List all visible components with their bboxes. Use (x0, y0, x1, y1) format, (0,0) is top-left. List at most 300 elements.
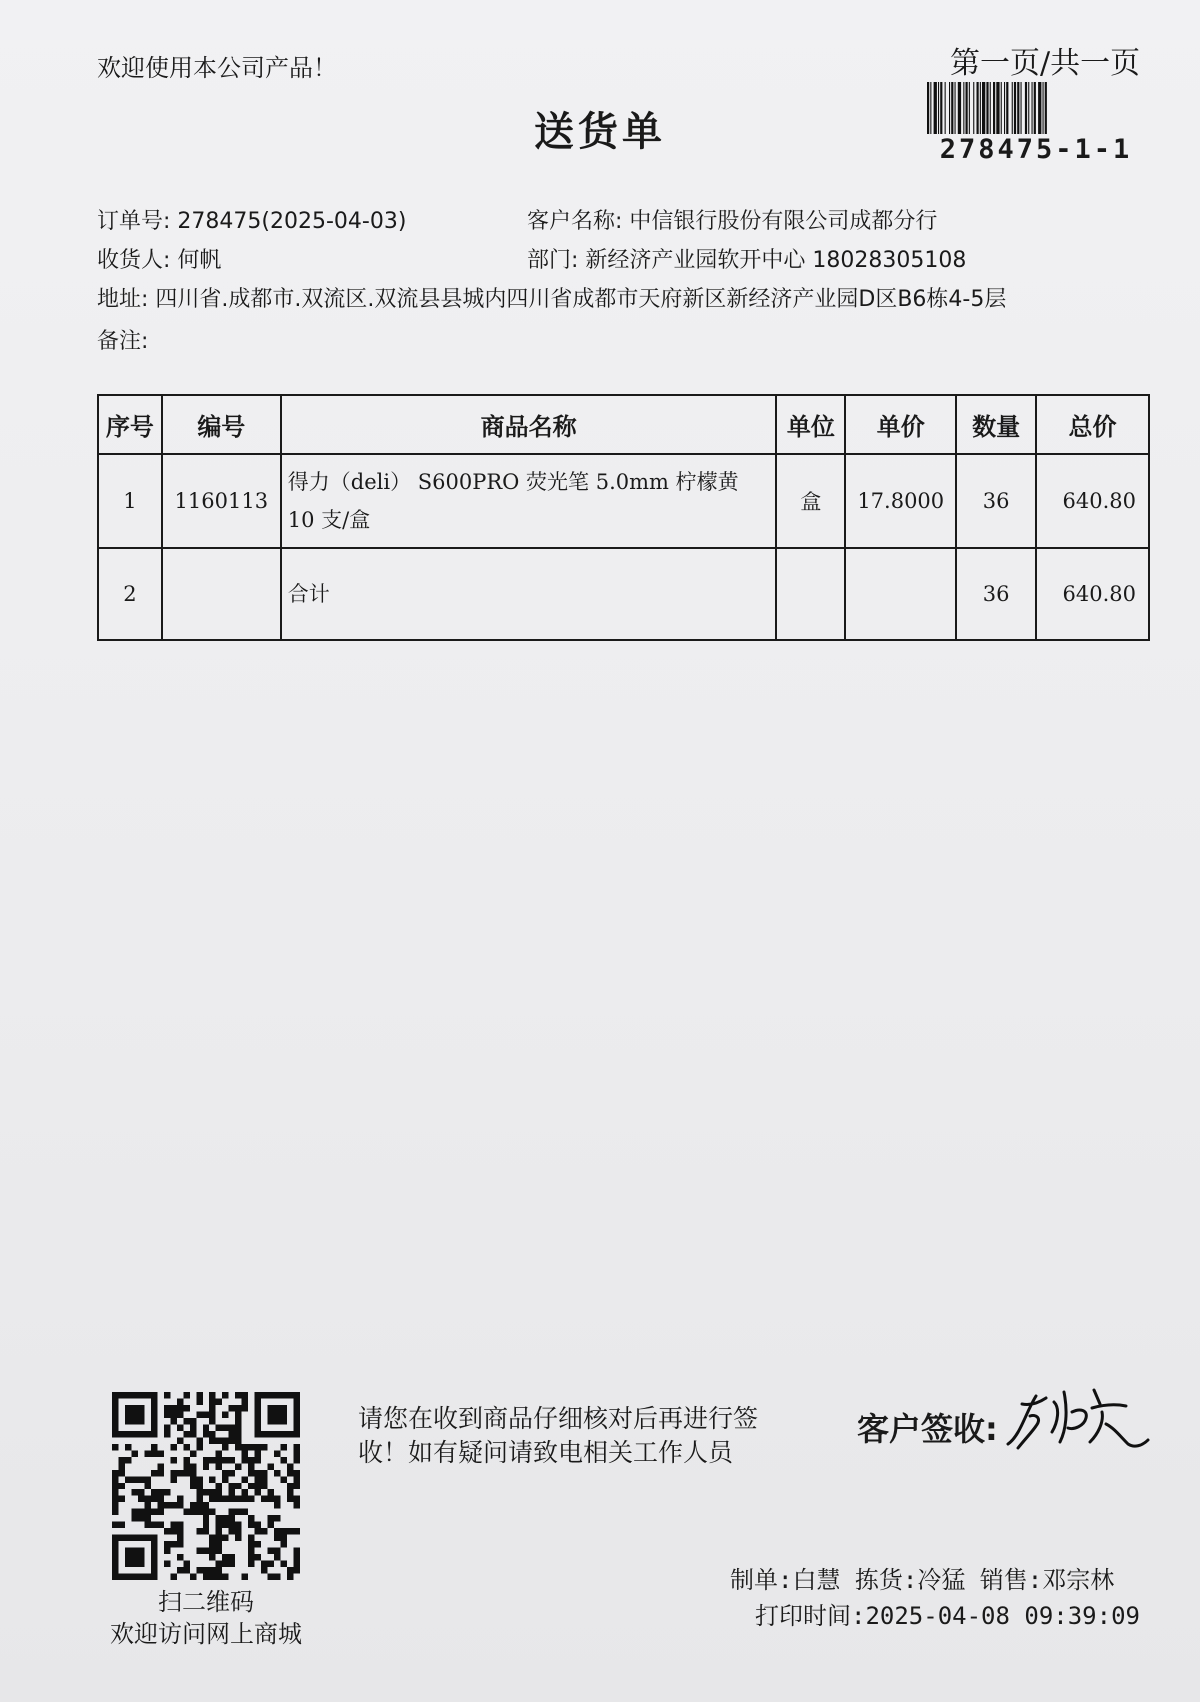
qr-module (209, 1541, 215, 1547)
qr-module (190, 1418, 196, 1424)
qr-module (255, 1483, 261, 1489)
receiver-label: 收货人: (97, 248, 171, 273)
qr-module (248, 1515, 254, 1521)
cell-unit: 盒 (776, 454, 845, 548)
qr-module (268, 1411, 274, 1417)
qr-module (255, 1444, 261, 1450)
qr-module (281, 1411, 287, 1417)
qr-module (144, 1450, 150, 1456)
qr-module (235, 1483, 241, 1489)
qr-module (294, 1476, 300, 1482)
cell-product-name: 合计 (281, 548, 777, 640)
qr-module (229, 1554, 235, 1560)
qr-module (183, 1405, 189, 1411)
qr-module (112, 1574, 118, 1580)
qr-module (281, 1405, 287, 1411)
qr-module (190, 1450, 196, 1456)
qr-module (209, 1489, 215, 1495)
qr-module (203, 1548, 209, 1554)
qr-module (118, 1483, 124, 1489)
qr-module (170, 1574, 176, 1580)
cell-unit-price: 17.8000 (845, 454, 956, 548)
qr-module (274, 1496, 280, 1502)
qr-module (112, 1424, 118, 1430)
handwritten-signature (1002, 1382, 1152, 1454)
qr-module (196, 1476, 202, 1482)
qr-module (138, 1431, 144, 1437)
receiver-value: 何帆 (177, 248, 222, 273)
qr-module (261, 1470, 267, 1476)
qr-module (261, 1483, 267, 1489)
qr-module (235, 1528, 241, 1534)
signing-notice: 请您在收到商品仔细核对后再进行签收！如有疑问请致电相关工作人员 (358, 1404, 759, 1467)
qr-module (164, 1541, 170, 1547)
qr-module (255, 1411, 261, 1417)
qr-module (294, 1457, 300, 1463)
cell-seq: 1 (98, 454, 162, 548)
qr-module (281, 1535, 287, 1541)
qr-module (203, 1515, 209, 1521)
qr-module (203, 1431, 209, 1437)
qr-module (151, 1496, 157, 1502)
qr-module (138, 1496, 144, 1502)
qr-module (157, 1470, 163, 1476)
qr-module (138, 1535, 144, 1541)
qr-module (203, 1567, 209, 1573)
qr-module (131, 1476, 137, 1482)
qr-module (274, 1418, 280, 1424)
qr-module (216, 1398, 222, 1404)
qr-module (216, 1424, 222, 1430)
qr-module (170, 1418, 176, 1424)
qr-module (222, 1470, 228, 1476)
qr-module (222, 1424, 228, 1430)
qr-module (209, 1496, 215, 1502)
order-number-label: 订单号: (97, 209, 171, 234)
qr-module (216, 1437, 222, 1443)
qr-module (118, 1470, 124, 1476)
cell-seq: 2 (98, 548, 162, 640)
qr-module (209, 1554, 215, 1560)
qr-module (164, 1405, 170, 1411)
qr-module (151, 1489, 157, 1495)
qr-module (177, 1411, 183, 1417)
qr-module (125, 1535, 131, 1541)
qr-module (112, 1411, 118, 1417)
qr-module (216, 1463, 222, 1469)
header-unit-price: 单价 (845, 395, 956, 454)
qr-module (294, 1567, 300, 1573)
qr-module (203, 1411, 209, 1417)
qr-module (274, 1515, 280, 1521)
qr-module (255, 1392, 261, 1398)
qr-module (274, 1574, 280, 1580)
qr-module (131, 1548, 137, 1554)
qr-module (177, 1522, 183, 1528)
qr-module (151, 1554, 157, 1560)
qr-module (261, 1392, 267, 1398)
qr-module (216, 1457, 222, 1463)
qr-module (190, 1574, 196, 1580)
qr-module (190, 1463, 196, 1469)
qr-module (190, 1483, 196, 1489)
qr-module (157, 1509, 163, 1515)
qr-module (255, 1476, 261, 1482)
qr-module (222, 1522, 228, 1528)
order-number-value: 278475(2025-04-03) (177, 209, 407, 234)
qr-module (196, 1496, 202, 1502)
qr-module (209, 1509, 215, 1515)
cell-total: 640.80 (1036, 454, 1149, 548)
qr-module (255, 1470, 261, 1476)
department-label: 部门: (527, 248, 579, 273)
qr-module (235, 1444, 241, 1450)
qr-module (274, 1470, 280, 1476)
qr-module (229, 1431, 235, 1437)
qr-module (235, 1411, 241, 1417)
document-title: 送货单 (534, 109, 666, 155)
qr-module (268, 1489, 274, 1495)
qr-module (222, 1554, 228, 1560)
qr-module (235, 1418, 241, 1424)
table-row (98, 548, 1149, 640)
customer-name-field (527, 204, 937, 235)
qr-module (151, 1411, 157, 1417)
header-total: 总价 (1036, 395, 1149, 454)
qr-module (196, 1398, 202, 1404)
qr-module (112, 1418, 118, 1424)
qr-module (112, 1554, 118, 1560)
qr-module (274, 1528, 280, 1534)
cell-total: 640.80 (1036, 548, 1149, 640)
qr-module (177, 1528, 183, 1534)
qr-module (268, 1522, 274, 1528)
qr-module (196, 1411, 202, 1417)
qr-module (222, 1574, 228, 1580)
qr-module (261, 1444, 267, 1450)
qr-module (203, 1457, 209, 1463)
table-header-row (98, 395, 1149, 454)
qr-module (248, 1483, 254, 1489)
qr-module (177, 1541, 183, 1547)
cell-unit (776, 548, 845, 640)
qr-module (235, 1535, 241, 1541)
qr-module (294, 1470, 300, 1476)
qr-module (203, 1489, 209, 1495)
qr-module (216, 1548, 222, 1554)
qr-module (294, 1561, 300, 1567)
qr-module (242, 1450, 248, 1456)
qr-module (170, 1541, 176, 1547)
qr-module (242, 1398, 248, 1404)
qr-module (170, 1444, 176, 1450)
qr-module (131, 1489, 137, 1495)
qr-module (216, 1567, 222, 1573)
qr-module (170, 1411, 176, 1417)
qr-module (112, 1567, 118, 1573)
header-unit: 单位 (776, 395, 845, 454)
qr-module (229, 1528, 235, 1534)
qr-module (229, 1483, 235, 1489)
qr-module (209, 1431, 215, 1437)
qr-module (131, 1450, 137, 1456)
qr-module (209, 1411, 215, 1417)
qr-module (255, 1424, 261, 1430)
qr-module (209, 1405, 215, 1411)
qr-module (125, 1548, 131, 1554)
qr-module (190, 1431, 196, 1437)
qr-module (112, 1502, 118, 1508)
qr-module (157, 1496, 163, 1502)
qr-module (268, 1574, 274, 1580)
qr-module (216, 1483, 222, 1489)
qr-module (222, 1476, 228, 1482)
qr-module (235, 1431, 241, 1437)
qr-module (177, 1424, 183, 1430)
qr-module (112, 1470, 118, 1476)
qr-module (242, 1392, 248, 1398)
qr-module (268, 1392, 274, 1398)
qr-module (157, 1463, 163, 1469)
qr-module (112, 1476, 118, 1482)
qr-module (209, 1457, 215, 1463)
qr-module (138, 1554, 144, 1560)
qr-module (151, 1405, 157, 1411)
qr-module (164, 1548, 170, 1554)
qr-module (118, 1431, 124, 1437)
qr-module (209, 1398, 215, 1404)
cell-quantity: 36 (956, 454, 1036, 548)
qr-module (183, 1509, 189, 1515)
qr-module (112, 1522, 118, 1528)
qr-module (151, 1535, 157, 1541)
qr-module (294, 1502, 300, 1508)
qr-module (131, 1535, 137, 1541)
qr-module (125, 1411, 131, 1417)
qr-module (294, 1424, 300, 1430)
qr-module (144, 1476, 150, 1482)
qr-module (209, 1548, 215, 1554)
qr-module (112, 1444, 118, 1450)
qr-module (229, 1424, 235, 1430)
qr-module (294, 1431, 300, 1437)
qr-module (177, 1405, 183, 1411)
qr-module (248, 1470, 254, 1476)
qr-module (170, 1528, 176, 1534)
qr-module (235, 1392, 241, 1398)
qr-module (177, 1535, 183, 1541)
qr-module (216, 1496, 222, 1502)
qr-module (235, 1463, 241, 1469)
qr-module (177, 1398, 183, 1404)
qr-module (183, 1470, 189, 1476)
qr-module (170, 1476, 176, 1482)
qr-module (144, 1502, 150, 1508)
qr-module (287, 1574, 293, 1580)
qr-module (229, 1489, 235, 1495)
qr-module (287, 1489, 293, 1495)
qr-module (294, 1444, 300, 1450)
qr-module (229, 1470, 235, 1476)
qr-module (242, 1574, 248, 1580)
qr-module (151, 1541, 157, 1547)
qr-module (138, 1509, 144, 1515)
qr-module (151, 1431, 157, 1437)
header-quantity: 数量 (956, 395, 1036, 454)
qr-module (118, 1392, 124, 1398)
qr-module (255, 1541, 261, 1547)
qr-module (151, 1444, 157, 1450)
qr-module (255, 1489, 261, 1495)
qr-module (294, 1450, 300, 1456)
qr-module (190, 1424, 196, 1430)
qr-module (274, 1548, 280, 1554)
qr-module (255, 1418, 261, 1424)
qr-module (190, 1509, 196, 1515)
qr-module (112, 1405, 118, 1411)
qr-module (268, 1431, 274, 1437)
qr-module (274, 1411, 280, 1417)
cell-product-name: 得力（deli） S600PRO 荧光笔 5.0mm 柠檬黄 10 支/盒 (281, 454, 777, 548)
qr-module (112, 1548, 118, 1554)
qr-module (170, 1457, 176, 1463)
qr-module (138, 1411, 144, 1417)
qr-module (125, 1457, 131, 1463)
department-field (527, 243, 966, 274)
qr-module (196, 1437, 202, 1443)
qr-module (229, 1496, 235, 1502)
cell-code: 1160113 (162, 454, 281, 548)
qr-module (138, 1489, 144, 1495)
qr-module (242, 1444, 248, 1450)
qr-module (125, 1561, 131, 1567)
qr-module (261, 1528, 267, 1534)
qr-module (261, 1567, 267, 1573)
qr-module (242, 1489, 248, 1495)
qr-module (268, 1548, 274, 1554)
qr-module (151, 1567, 157, 1573)
department-value: 新经济产业园软开中心 18028305108 (585, 248, 967, 273)
qr-module (203, 1424, 209, 1430)
qr-module (138, 1405, 144, 1411)
qr-module (216, 1561, 222, 1567)
remark-label: 备注: (97, 329, 149, 354)
qr-module (268, 1463, 274, 1469)
qr-module (131, 1515, 137, 1521)
qr-module (164, 1502, 170, 1508)
qr-module (255, 1457, 261, 1463)
qr-module (125, 1574, 131, 1580)
qr-module (287, 1431, 293, 1437)
qr-module (164, 1424, 170, 1430)
qr-module (203, 1574, 209, 1580)
qr-module (281, 1431, 287, 1437)
qr-module (131, 1418, 137, 1424)
qr-module (151, 1450, 157, 1456)
qr-module (203, 1502, 209, 1508)
qr-module (203, 1463, 209, 1469)
qr-module (209, 1418, 215, 1424)
qr-module (255, 1450, 261, 1456)
qr-module (131, 1561, 137, 1567)
qr-module (170, 1502, 176, 1508)
qr-module (268, 1561, 274, 1567)
qr-module (209, 1437, 215, 1443)
qr-module (235, 1405, 241, 1411)
qr-module (294, 1483, 300, 1489)
qr-module (281, 1444, 287, 1450)
qr-module (255, 1431, 261, 1437)
qr-module (112, 1541, 118, 1547)
qr-module (261, 1476, 267, 1482)
qr-module (183, 1463, 189, 1469)
qr-module (255, 1528, 261, 1534)
qr-module (196, 1528, 202, 1534)
qr-module (151, 1398, 157, 1404)
qr-module (196, 1444, 202, 1450)
qr-module (222, 1535, 228, 1541)
qr-module (242, 1405, 248, 1411)
customer-signature-label: 客户签收: (857, 1410, 998, 1448)
qr-module (183, 1561, 189, 1567)
qr-module (248, 1496, 254, 1502)
qr-module (151, 1509, 157, 1515)
qr-module (287, 1392, 293, 1398)
qr-module (196, 1502, 202, 1508)
qr-module (183, 1392, 189, 1398)
cell-unit-price (845, 548, 956, 640)
qr-module (287, 1463, 293, 1469)
qr-module (222, 1561, 228, 1567)
qr-module (183, 1457, 189, 1463)
qr-module (164, 1489, 170, 1495)
qr-module (274, 1535, 280, 1541)
qr-module (281, 1457, 287, 1463)
qr-module (248, 1554, 254, 1560)
qr-module (229, 1457, 235, 1463)
qr-module (144, 1483, 150, 1489)
address-value: 四川省.成都市.双流区.双流县县城内四川省成都市天府新区新经济产业园D区B6栋4-5层 (155, 287, 1007, 312)
qr-module (118, 1522, 124, 1528)
qr-module (183, 1418, 189, 1424)
qr-module (118, 1574, 124, 1580)
qr-module (209, 1567, 215, 1573)
qr-module (229, 1509, 235, 1515)
qr-module (151, 1561, 157, 1567)
qr-module (242, 1457, 248, 1463)
qr-module (222, 1496, 228, 1502)
qr-module (144, 1431, 150, 1437)
qr-module (274, 1392, 280, 1398)
qr-module (229, 1437, 235, 1443)
qr-module (151, 1548, 157, 1554)
qr-module (216, 1489, 222, 1495)
page-indicator: 第一页/共一页 (950, 46, 1141, 81)
customer-name-label: 客户名称: (527, 209, 623, 234)
qr-module (170, 1470, 176, 1476)
qr-module (144, 1509, 150, 1515)
qr-module (294, 1398, 300, 1404)
qr-module (229, 1561, 235, 1567)
qr-module (196, 1509, 202, 1515)
qr-module (222, 1411, 228, 1417)
qr-module (209, 1392, 215, 1398)
receiver-field (97, 243, 221, 274)
qr-module (183, 1431, 189, 1437)
qr-module (281, 1561, 287, 1567)
qr-module (235, 1424, 241, 1430)
table-row (98, 454, 1149, 548)
